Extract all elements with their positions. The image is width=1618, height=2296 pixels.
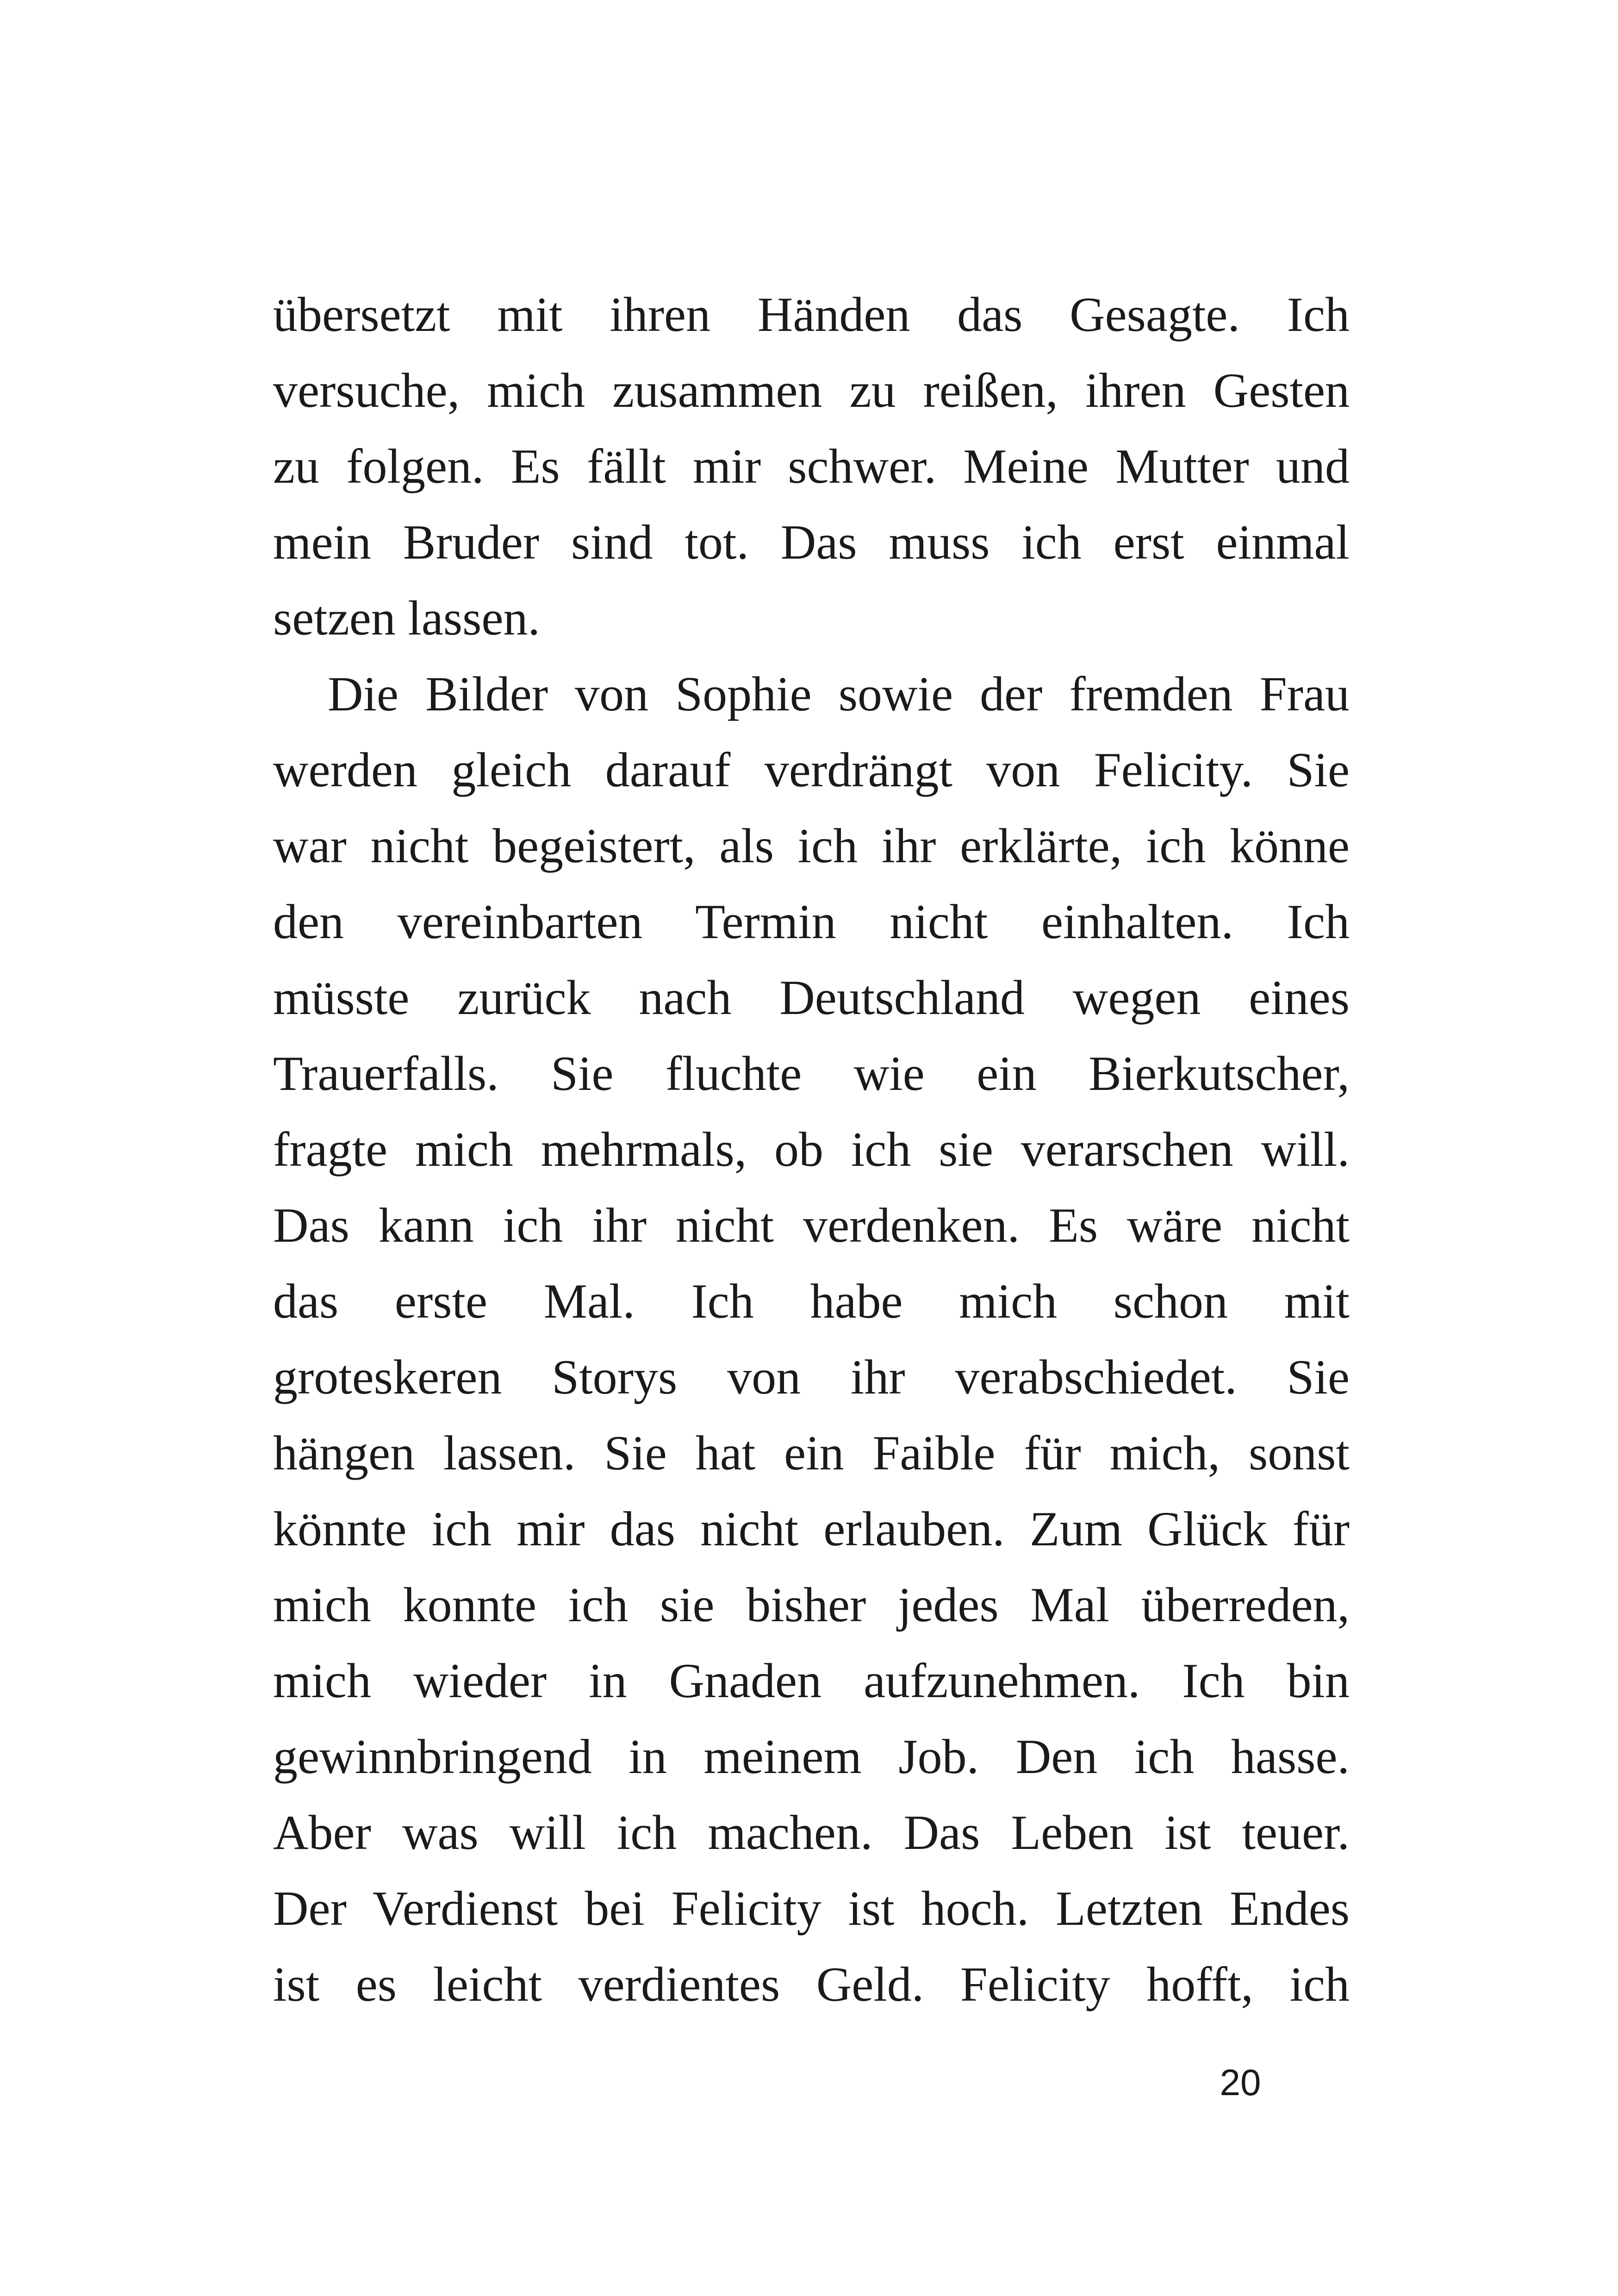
page-number: 20 (1220, 2062, 1261, 2103)
text-line-15: groteskeren Storys von ihr verabschiedet. Sie (273, 1350, 1350, 1404)
text-line-10: müsste zurück nach Deutschland wegen eines (273, 971, 1350, 1025)
text-line-7: werden gleich darauf verdrängt von Felicity. Sie (273, 743, 1350, 797)
text-line-4: mein Bruder sind tot. Das muss ich erst einmal (273, 515, 1350, 569)
text-line-17: könnte ich mir das nicht erlauben. Zum Glück für (273, 1502, 1350, 1556)
text-line-13: Das kann ich ihr nicht verdenken. Es wäre nicht (273, 1198, 1350, 1252)
text-line-22: Der Verdienst bei Felicity ist hoch. Letzten Endes (273, 1881, 1350, 1935)
text-line-23: ist es leicht verdientes Geld. Felicity hofft, ich (273, 1957, 1350, 2011)
text-line-3: zu folgen. Es fällt mir schwer. Meine Mutter und (273, 439, 1350, 493)
text-line-14: das erste Mal. Ich habe mich schon mit (273, 1274, 1350, 1328)
text-line-8: war nicht begeistert, als ich ihr erklärte, ich könne (273, 819, 1350, 873)
text-line-6: Die Bilder von Sophie sowie der fremden Frau (328, 667, 1350, 721)
text-line-2: versuche, mich zusammen zu reißen, ihren Gesten (273, 363, 1350, 417)
text-line-18: mich konnte ich sie bisher jedes Mal überreden, (273, 1578, 1350, 1632)
text-line-1: übersetzt mit ihren Händen das Gesagte. Ich (273, 287, 1350, 342)
text-line-11: Trauerfalls. Sie fluchte wie ein Bierkutscher, (273, 1046, 1350, 1101)
text-line-19: mich wieder in Gnaden aufzunehmen. Ich bin (273, 1654, 1350, 1708)
text-line-9: den vereinbarten Termin nicht einhalten. Ich (273, 895, 1350, 949)
text-line-20: gewinnbringend in meinem Job. Den ich hasse. (273, 1730, 1350, 1784)
text-line-16: hängen lassen. Sie hat ein Faible für mich, sonst (273, 1426, 1350, 1480)
body-text (273, 277, 1350, 2022)
text-line-12: fragte mich mehrmals, ob ich sie verarschen will. (273, 1122, 1350, 1176)
text-line-5: setzen lassen. (273, 591, 540, 645)
text-line-21: Aber was will ich machen. Das Leben ist teuer. (273, 1805, 1350, 1860)
